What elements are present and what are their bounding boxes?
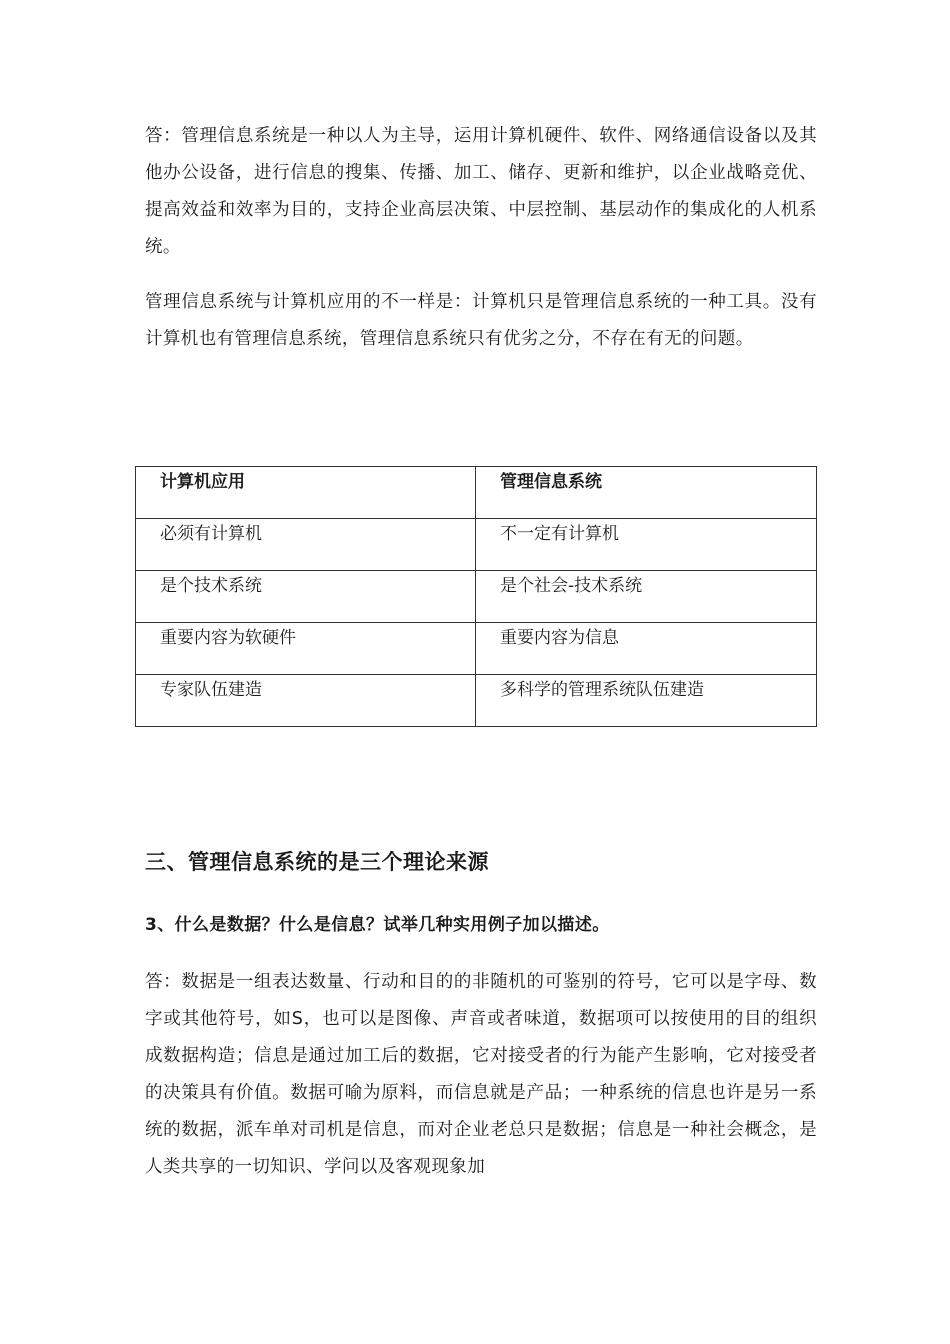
section-heading: 三、管理信息系统的是三个理论来源 [145, 850, 489, 874]
table-cell: 重要内容为软硬件 [136, 623, 476, 675]
table-cell: 是个社会-技术系统 [476, 571, 817, 623]
table-header-row [136, 467, 817, 519]
table-cell: 不一定有计算机 [476, 519, 817, 571]
table-cell: 是个技术系统 [136, 571, 476, 623]
answer-paragraph-data-vs-information: 答：数据是一组表达数量、行动和目的的非随机的可鉴别的符号，它可以是字母、数字或其他符号，如S，也可以是图像、声音或者味道，数据项可以按使用的目的组织成数据构造；信息是通过加工后的数据，它对接受者的行为能产生影响，它对接受者的决策具有价值。数据可喻为原料，而信息就是产品；一种系统的信息也许是另一系统的数据，派车单对司机是信息，而对企业老总只是数据；信息是一种社会概念，是人类共享的一切知识、学问以及客观现象加 [145, 972, 817, 1177]
table-header-computer-application: 计算机应用 [136, 467, 476, 519]
table-cell: 专家队伍建造 [136, 675, 476, 727]
question-heading: 3、什么是数据？什么是信息？试举几种实用例子加以描述。 [145, 915, 610, 935]
table-row [136, 519, 817, 571]
answer-paragraph-mis-definition: 答：管理信息系统是一种以人为主导，运用计算机硬件、软件、网络通信设备以及其他办公设备，进行信息的搜集、传播、加工、储存、更新和维护，以企业战略竞优、提高效益和效率为目的，支持企业高层决策、中层控制、基层动作的集成化的人机系统。 [145, 126, 817, 257]
table-header-mis: 管理信息系统 [476, 467, 817, 519]
paragraph-mis-vs-computer: 管理信息系统与计算机应用的不一样是：计算机只是管理信息系统的一种工具。没有计算机也有管理信息系统，管理信息系统只有优劣之分，不存在有无的问题。 [145, 292, 817, 349]
table-row [136, 623, 817, 675]
table-row [136, 675, 817, 727]
table-cell: 重要内容为信息 [476, 623, 817, 675]
table-cell: 多科学的管理系统队伍建造 [476, 675, 817, 727]
table-cell: 必须有计算机 [136, 519, 476, 571]
comparison-table [135, 466, 817, 727]
table-row [136, 571, 817, 623]
